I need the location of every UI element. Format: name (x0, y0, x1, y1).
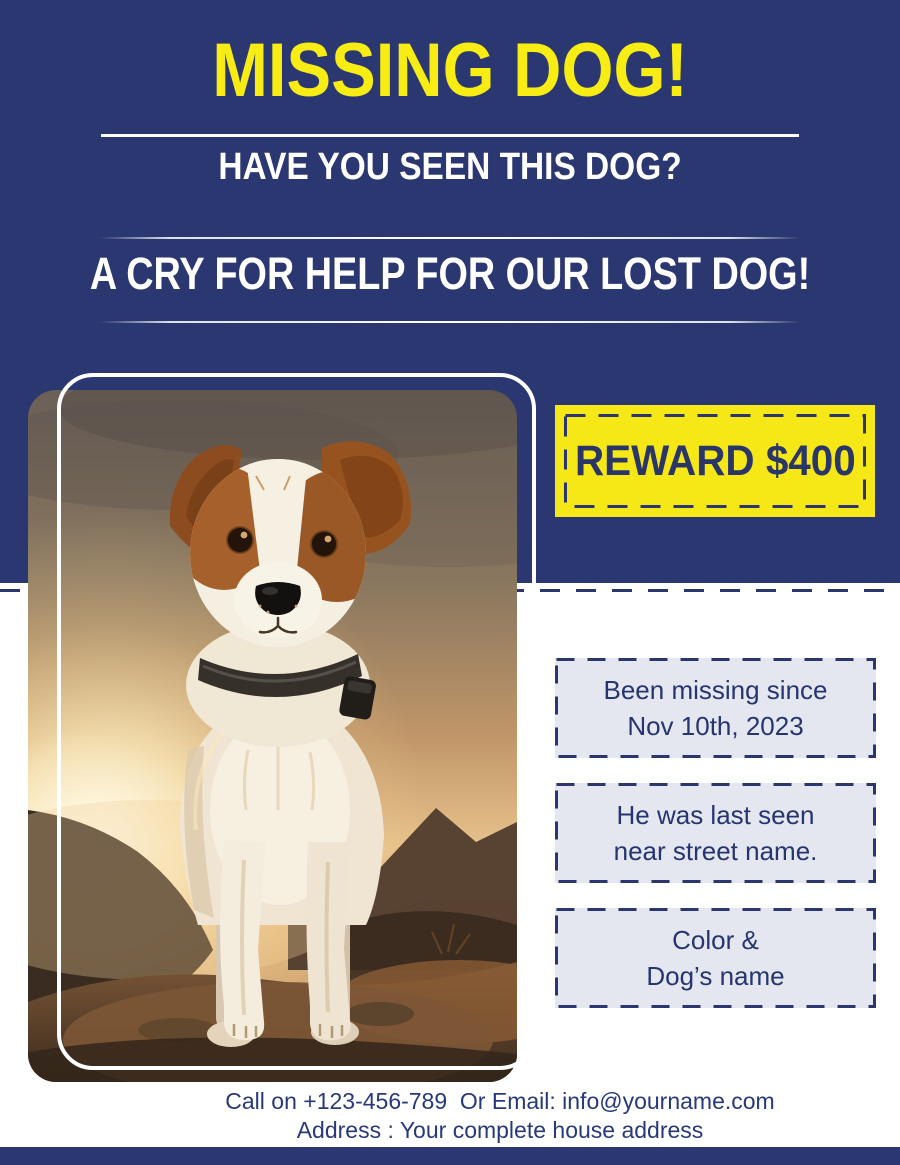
dog-photo-illustration (28, 390, 517, 1082)
tagline-divider-bottom (100, 321, 800, 323)
info-box-color-name (555, 908, 876, 1008)
dog-photo (28, 390, 517, 1082)
flyer-tagline: A CRY FOR HELP FOR OUR LOST DOG! (89, 248, 811, 299)
flyer-title: MISSING DOG! (212, 28, 688, 113)
reward-label: REWARD $400 (574, 436, 856, 485)
info-box-last-seen (555, 783, 876, 883)
flyer-subtitle: HAVE YOU SEEN THIS DOG? (218, 146, 682, 188)
footer-bar (0, 1147, 900, 1165)
info-box-missing-since (555, 658, 876, 758)
contact-info (100, 1087, 900, 1145)
title-divider (101, 134, 799, 137)
contact-line-phone-email: Call on +123-456-789 Or Email: info@yourname.com (225, 1088, 775, 1114)
reward-badge (555, 405, 875, 517)
info-line: near street name. (613, 836, 818, 866)
info-line: Nov 10th, 2023 (627, 711, 804, 741)
info-line: Dog’s name (646, 961, 785, 991)
info-line: He was last seen (616, 800, 815, 830)
info-line: Color & (672, 925, 759, 955)
tagline-divider-top (100, 237, 800, 239)
contact-line-address: Address : Your complete house address (296, 1117, 704, 1143)
info-line: Been missing since (603, 675, 828, 705)
